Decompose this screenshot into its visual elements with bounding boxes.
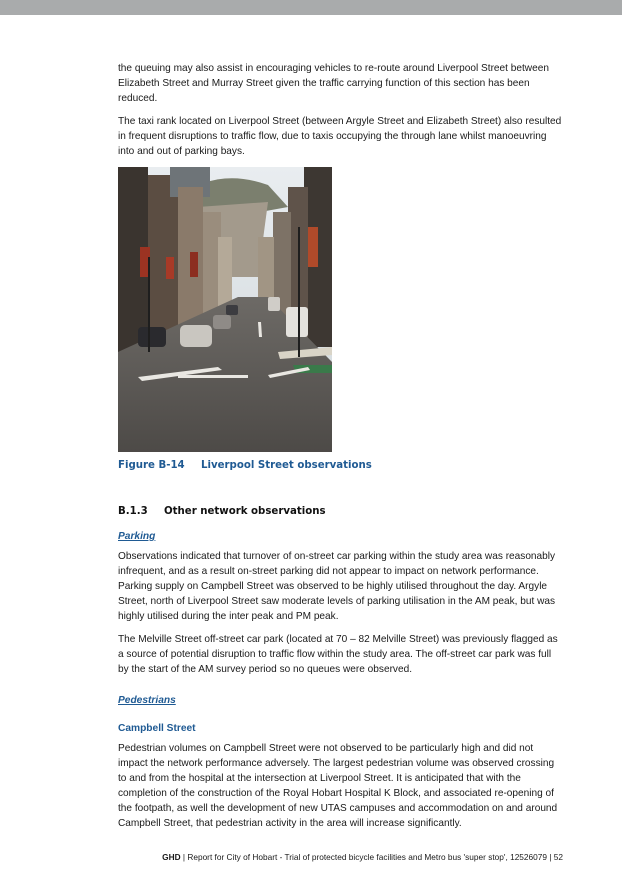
body-paragraph: Observations indicated that turnover of on-street car parking within the study area was reasonably infrequent, and as a result on-street parking did not appear to impact on network performance. Parking supply on Campbell Street was observed to be highly utilised throughout the day. Argyle Street, north of Liverpool Street saw moderate levels of parking utilisation in the AM peak, but was highly utilised during the inter peak and PM peak. [118, 551, 556, 622]
section-heading [118, 506, 563, 517]
campbell-street-heading: Campbell Street [118, 723, 196, 734]
figure-title: Liverpool Street observations [201, 460, 372, 471]
footer-text: | Report for City of Hobart - Trial of protected bicycle facilities and Metro bus 'super stop', 12526079 | 52 [180, 852, 563, 862]
section-title: Other network observations [164, 506, 326, 517]
page-footer [0, 852, 563, 862]
figure-caption [118, 460, 563, 471]
page-content [118, 61, 563, 839]
section-number: B.1.3 [118, 506, 148, 517]
header-bar [0, 0, 622, 15]
footer-brand: GHD [162, 852, 181, 862]
body-paragraph: Pedestrian volumes on Campbell Street were not observed to be particularly high and did not impact the network performance adversely. The largest pedestrian volume was observed crossing to and from the hospital at the intersection at Liverpool Street. It is anticipated that with the completion of the construction of the Royal Hobart Hospital K Block, and associated re-opening of the footpath, as well the development of new UTAS campuses and accommodation on and around Campbell Street, that pedestrian activity in the area will increase significantly. [118, 743, 558, 829]
body-paragraph: The taxi rank located on Liverpool Street (between Argyle Street and Elizabeth Street) also resulted in frequent disruptions to traffic flow, due to taxis occupying the through lane whilst manoeuvring into and out of parking bays. [118, 116, 562, 157]
figure-number: Figure B-14 [118, 460, 185, 471]
liverpool-street-photo [118, 167, 332, 452]
parking-heading[interactable]: Parking [118, 531, 156, 542]
body-paragraph: The Melville Street off-street car park (located at 70 – 82 Melville Street) was previously flagged as a source of potential disruption to traffic flow within the study area. The off-street car park was full by the start of the AM survey period so no queues were observed. [118, 634, 558, 675]
pedestrians-heading[interactable]: Pedestrians [118, 695, 176, 706]
body-paragraph: the queuing may also assist in encouraging vehicles to re-route around Liverpool Street between Elizabeth Street and Murray Street given the traffic carrying function of this section has been reduced. [118, 63, 549, 104]
